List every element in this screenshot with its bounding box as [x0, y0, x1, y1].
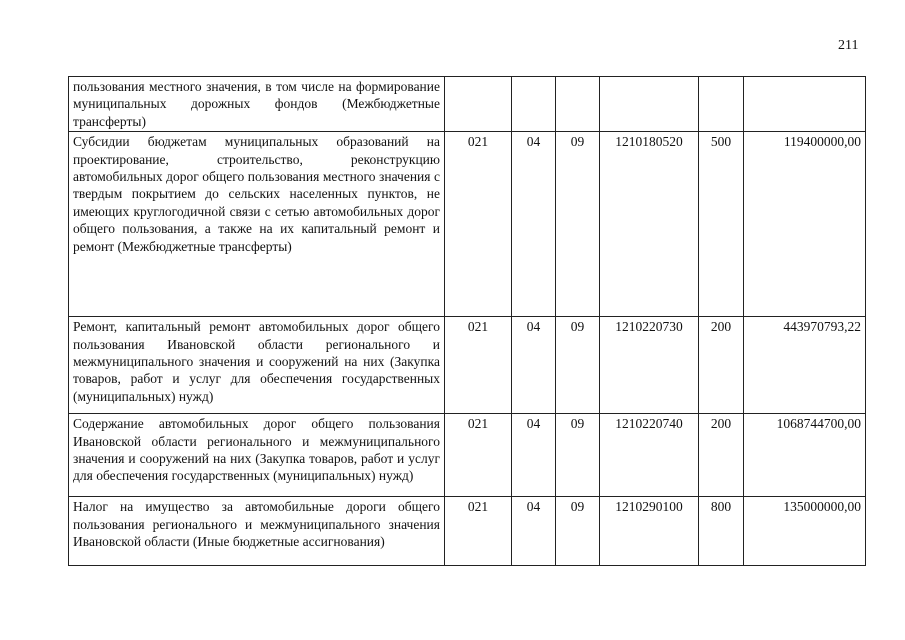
row-description: Содержание автомобильных дорог общего пользования Ивановской области регионального и межмуниципального значения и сооружений на них (Закупка товаров, работ и услуг для обеспечения государственных (муниципальных) нужд) — [69, 414, 445, 497]
amount-cell: 135000000,00 — [744, 497, 866, 566]
section-code: 04 — [512, 497, 556, 566]
subsection-code: 09 — [556, 497, 600, 566]
amount-cell: 1068744700,00 — [744, 414, 866, 497]
section-code: 04 — [512, 317, 556, 414]
section-code — [512, 77, 556, 132]
amount-cell — [744, 77, 866, 132]
table-row — [69, 132, 866, 317]
subsection-code: 09 — [556, 414, 600, 497]
ministry-code: 021 — [445, 132, 512, 317]
subsection-code: 09 — [556, 317, 600, 414]
page-number: 211 — [838, 38, 859, 53]
table-row — [69, 317, 866, 414]
row-description: Субсидии бюджетам муниципальных образований на проектирование, строительство, реконструкцию автомобильных дорог общего пользования местного значения с твердым покрытием до сельских населенных пунктов, не имеющих круглогодичной связи с сетью автомобильных дорог общего пользования, а также на их капитальный ремонт и ремонт (Межбюджетные трансферты) — [69, 132, 445, 317]
target-article-code: 1210290100 — [600, 497, 699, 566]
target-article-code: 1210220740 — [600, 414, 699, 497]
ministry-code — [445, 77, 512, 132]
ministry-code: 021 — [445, 497, 512, 566]
section-code: 04 — [512, 132, 556, 317]
expense-type-code: 500 — [699, 132, 744, 317]
row-description: Ремонт, капитальный ремонт автомобильных дорог общего пользования Ивановской области регионального и межмуниципального значения и сооружений на них (Закупка товаров, работ и услуг для обеспечения государственных (муниципальных) нужд) — [69, 317, 445, 414]
amount-cell: 119400000,00 — [744, 132, 866, 317]
ministry-code: 021 — [445, 317, 512, 414]
expense-type-code: 200 — [699, 317, 744, 414]
table-row — [69, 414, 866, 497]
expense-type-code: 800 — [699, 497, 744, 566]
expense-type-code — [699, 77, 744, 132]
ministry-code: 021 — [445, 414, 512, 497]
subsection-code: 09 — [556, 132, 600, 317]
amount-cell: 443970793,22 — [744, 317, 866, 414]
budget-table — [68, 76, 866, 566]
table-row — [69, 77, 866, 132]
expense-type-code: 200 — [699, 414, 744, 497]
target-article-code: 1210220730 — [600, 317, 699, 414]
subsection-code — [556, 77, 600, 132]
row-description: Налог на имущество за автомобильные дороги общего пользования регионального и межмуниципального значения Ивановской области (Иные бюджетные ассигнования) — [69, 497, 445, 566]
section-code: 04 — [512, 414, 556, 497]
table-row — [69, 497, 866, 566]
target-article-code — [600, 77, 699, 132]
target-article-code: 1210180520 — [600, 132, 699, 317]
row-description: пользования местного значения, в том числе на формирование муниципальных дорожных фондов (Межбюджетные трансферты) — [69, 77, 445, 132]
